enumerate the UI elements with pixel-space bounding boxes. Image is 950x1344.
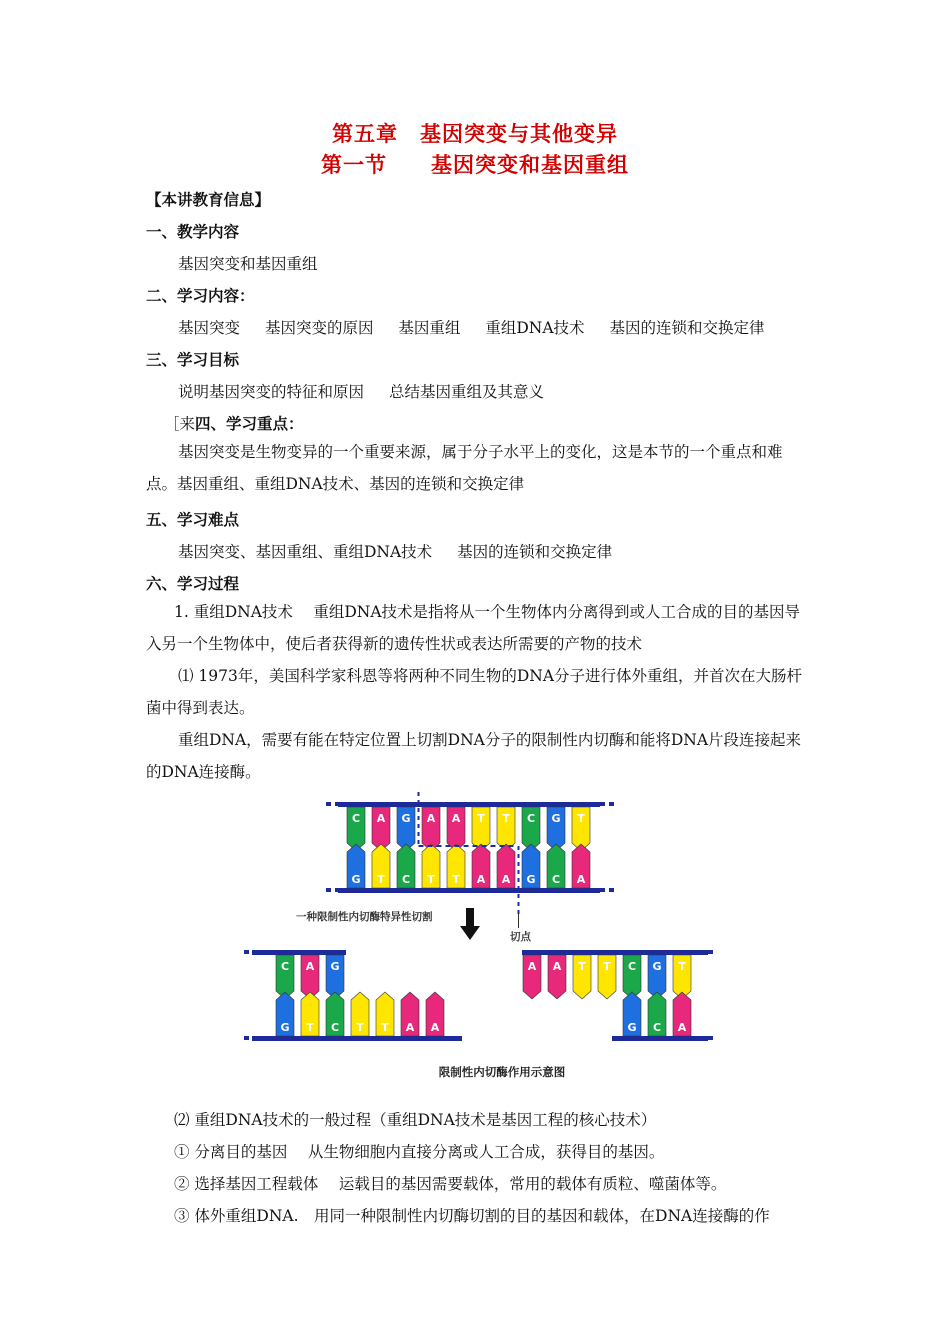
sec4-prefix: ［来 bbox=[164, 415, 196, 433]
left-lower-base-letter: T bbox=[381, 1021, 389, 1034]
sec2-item: 基因突变 bbox=[178, 319, 241, 337]
sec2-item: 重组DNA技术 bbox=[485, 319, 585, 337]
right-upper-base-letter: T bbox=[578, 960, 586, 973]
sec3-heading: 三、学习目标 bbox=[146, 351, 240, 369]
top-lower-strand bbox=[338, 888, 600, 893]
right-upper-base-letter: A bbox=[527, 960, 537, 973]
restriction-enzyme-diagram bbox=[240, 790, 720, 1090]
top-upper-base-letter: T bbox=[477, 812, 485, 825]
left-lower-base-letter: A bbox=[430, 1021, 440, 1034]
right-upper-base-letter: C bbox=[627, 960, 637, 973]
top-lower-base-letter: T bbox=[427, 873, 435, 886]
top-lower-base-letter: G bbox=[351, 873, 361, 886]
left-upper-base-letter: G bbox=[330, 960, 340, 973]
right-lower-base-letter: C bbox=[652, 1021, 662, 1034]
top-lower-base-letter: T bbox=[452, 873, 460, 886]
right-upper-base-letter: T bbox=[678, 960, 686, 973]
right-upper-base-letter: T bbox=[603, 960, 611, 973]
sec6-p3: 重组DNA，需要有能在特定位置上切割DNA分子的限制性内切酶和能将DNA片段连接起来的DNA连接酶。 bbox=[146, 731, 802, 781]
left-lower-base-letter: T bbox=[306, 1021, 314, 1034]
top-upper-base-letter: C bbox=[526, 812, 536, 825]
sec4-heading-line bbox=[164, 412, 304, 434]
sec3-items bbox=[178, 380, 544, 402]
top-upper-base-letter: A bbox=[376, 812, 386, 825]
left-upper-base-letter: C bbox=[280, 960, 290, 973]
top-lower-base-letter: A bbox=[476, 873, 486, 886]
sec6-p5: ① 分离目的基因 从生物细胞内直接分离或人工合成，获得目的基因。 bbox=[174, 1143, 665, 1161]
top-upper-base-letter: C bbox=[351, 812, 361, 825]
left-lower-base-letter: A bbox=[405, 1021, 415, 1034]
right-upper-strand bbox=[522, 950, 708, 955]
down-arrow bbox=[460, 926, 480, 940]
left-upper-strand bbox=[252, 950, 346, 955]
left-lower-strand bbox=[252, 1036, 462, 1041]
info-header: 【本讲教育信息】 bbox=[146, 191, 271, 209]
arrow-shaft bbox=[466, 908, 474, 928]
cut-label: 切点 bbox=[510, 931, 531, 943]
sec2-item: 基因突变的原因 bbox=[264, 319, 374, 337]
top-lower-base-letter: T bbox=[377, 873, 385, 886]
sec5-item: 基因的连锁和交换定律 bbox=[457, 543, 613, 561]
top-lower-base-letter: A bbox=[576, 873, 586, 886]
top-lower-base-letter: C bbox=[401, 873, 411, 886]
sec6-p6: ② 选择基因工程载体 运载目的基因需要载体，常用的载体有质粒、噬菌体等。 bbox=[174, 1175, 727, 1193]
top-upper-base-letter: A bbox=[451, 812, 461, 825]
left-lower-base-letter: C bbox=[330, 1021, 340, 1034]
top-upper-base-letter: G bbox=[401, 812, 411, 825]
chapter-title: 第五章 基因突变与其他变异 bbox=[332, 122, 618, 146]
sec6-p4: ⑵ 重组DNA技术的一般过程（重组DNA技术是基因工程的核心技术） bbox=[174, 1111, 657, 1129]
sec6-p1: 1. 重组DNA技术 重组DNA技术是指将从一个生物体内分离得到或人工合成的目的基因导入另一个生物体中，使后者获得新的遗传性状或表达所需要的产物的技术 bbox=[146, 603, 801, 653]
sec2-item: 基因重组 bbox=[398, 319, 461, 337]
arrow-label: 一种限制性内切酶特异性切割 bbox=[296, 911, 433, 923]
top-lower-base-letter: C bbox=[551, 873, 561, 886]
right-lower-strand bbox=[612, 1036, 708, 1041]
left-lower-base-letter: T bbox=[356, 1021, 364, 1034]
right-upper-base-letter: A bbox=[552, 960, 562, 973]
left-upper-base-letter: A bbox=[305, 960, 315, 973]
top-lower-base-letter: A bbox=[501, 873, 511, 886]
sec5-heading: 五、学习难点 bbox=[146, 511, 240, 529]
sec2-item: 基因的连锁和交换定律 bbox=[609, 319, 765, 337]
sec5-item: 基因突变、基因重组、重组DNA技术 bbox=[178, 543, 433, 561]
sec4-heading: 四、学习重点： bbox=[195, 415, 304, 433]
sec3-item: 总结基因重组及其意义 bbox=[388, 383, 544, 401]
top-lower-base-letter: G bbox=[526, 873, 536, 886]
right-lower-base-letter: A bbox=[677, 1021, 687, 1034]
top-upper-base-letter: T bbox=[577, 812, 585, 825]
sec2-heading: 二、学习内容： bbox=[146, 287, 255, 305]
left-lower-base-letter: G bbox=[280, 1021, 290, 1034]
sec6-p7: ③ 体外重组DNA. 用同一种限制性内切酶切割的目的基因和载体，在DNA连接酶的作 bbox=[174, 1207, 770, 1225]
right-upper-base-letter: G bbox=[652, 960, 662, 973]
figure-caption: 限制性内切酶作用示意图 bbox=[438, 1065, 566, 1079]
sec4-text: 基因突变是生物变异的一个重要来源，属于分子水平上的变化，这是本节的一个重点和难点。基因重组、重组DNA技术、基因的连锁和交换定律 bbox=[146, 443, 783, 493]
sec1-text: 基因突变和基因重组 bbox=[178, 255, 318, 273]
right-lower-base-letter: G bbox=[627, 1021, 637, 1034]
sec3-item: 说明基因突变的特征和原因 bbox=[178, 383, 365, 401]
top-upper-base-letter: T bbox=[502, 812, 510, 825]
sec6-heading: 六、学习过程 bbox=[146, 575, 240, 593]
top-upper-base-letter: G bbox=[551, 812, 561, 825]
section-title: 第一节 基因突变和基因重组 bbox=[321, 153, 629, 177]
diagram-svg bbox=[240, 790, 720, 1090]
sec1-heading: 一、教学内容 bbox=[146, 223, 240, 241]
sec2-items bbox=[178, 316, 765, 338]
top-upper-base-letter: A bbox=[426, 812, 436, 825]
top-upper-strand bbox=[338, 802, 600, 807]
sec6-p2: ⑴ 1973年，美国科学家科恩等将两种不同生物的DNA分子进行体外重组，并首次在大肠杆菌中得到表达。 bbox=[146, 667, 803, 717]
sec5-items bbox=[178, 540, 612, 562]
